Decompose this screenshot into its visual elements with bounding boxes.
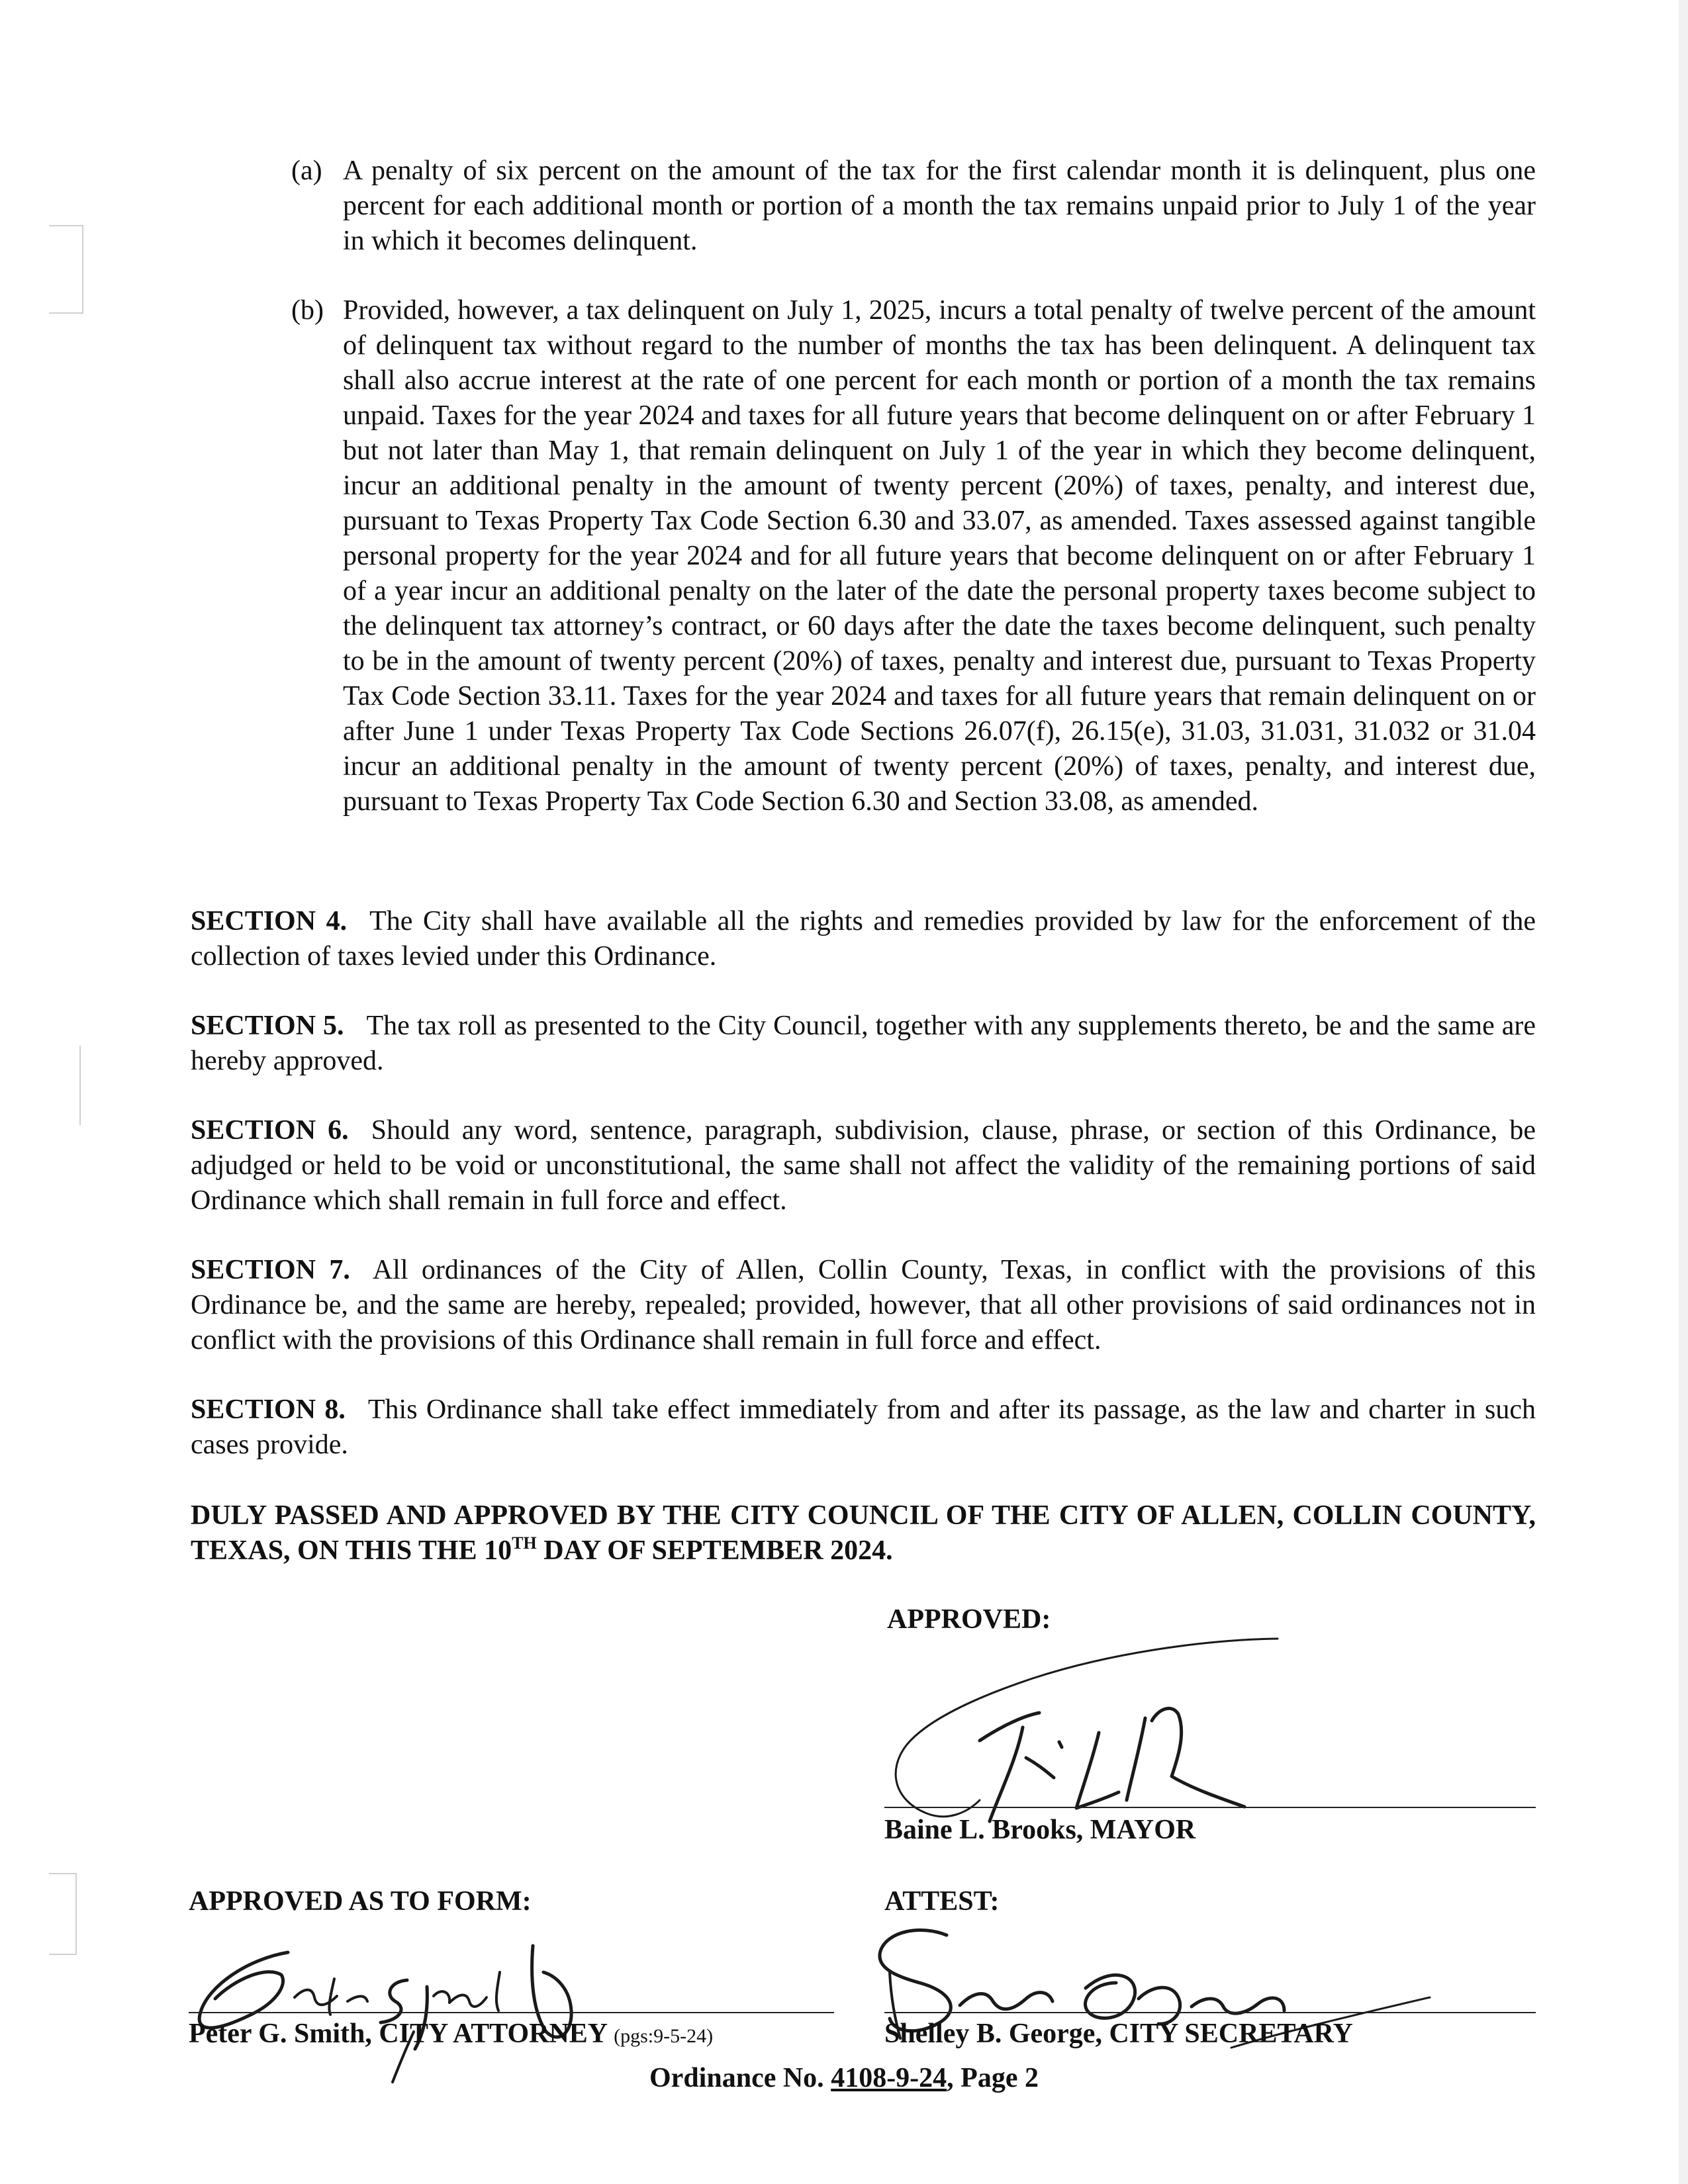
penalty-item-a [291, 154, 1536, 259]
mayor-signature-line [884, 1807, 1536, 1808]
ordinance-number: 4108-9-24 [831, 2063, 947, 2093]
scan-bracket-mark [49, 225, 83, 314]
section-8 [191, 1392, 1536, 1463]
secretary-signature-line [884, 2012, 1536, 2013]
penalty-item-b [291, 293, 1536, 819]
section-text: All ordinances of the City of Allen, Collin County, Texas, in conflict with the provisions of this Ordinance be, and the same are hereby, repealed; provided, however, that all other provisions of said ordinances not in conflict with the provisions of this Ordinance shall remain in full force and effect. [191, 1255, 1536, 1355]
approved-as-to-form-heading: APPROVED AS TO FORM: [189, 1886, 532, 1917]
footer-suffix: , Page 2 [947, 2063, 1039, 2093]
attest-heading: ATTEST: [884, 1886, 1000, 1917]
page-footer [0, 2062, 1688, 2095]
section-heading: SECTION 6. [191, 1115, 349, 1146]
item-label: (a) [291, 156, 322, 186]
item-text: Provided, however, a tax delinquent on July 1, 2025, incurs a total penalty of twelve percent of the amount of delinquent tax without regard to the number of months the tax has been delinquent. A delinquent tax shall also accrue interest at the rate of one percent for each month or portion of a month the tax remains unpaid. Taxes for the year 2024 and taxes for all future years that become delinquent on or after February 1 but not later than May 1, that remain delinquent on July 1 of the year in which they become delinquent, incur an additional penalty in the amount of twenty percent (20%) of taxes, penalty, and interest due, pursuant to Texas Property Tax Code Section 6.30 and 33.07, as amended. Taxes assessed against tangible personal property for the year 2024 and for all future years that become delinquent on or after February 1 of a year incur an additional penalty on the later of the date the personal property taxes become subject to the delinquent tax attorney’s contract, or 60 days after the date the taxes become delinquent, such penalty to be in the amount of twenty percent (20%) of taxes, penalty and interest due, pursuant to Texas Property Tax Code Section 33.11. Taxes for the year 2024 and taxes for all future years that remain delinquent on or after June 1 under Texas Property Tax Code Sections 26.07(f), 26.15(e), 31.03, 31.031, 31.032 or 31.04 incur an additional penalty in the amount of twenty percent (20%) of taxes, penalty, and interest due, pursuant to Texas Property Tax Code Section 6.30 and Section 33.08, as amended. [343, 295, 1536, 817]
passed-text: DULY PASSED AND APPROVED BY THE CITY COUNCIL OF THE CITY OF ALLEN, COLLIN COUNTY, TEXAS, ON THIS THE 10 [191, 1500, 1536, 1566]
secretary-name: Shelley B. George, CITY SECRETARY [884, 2019, 1353, 2049]
item-text: A penalty of six percent on the amount of the tax for the first calendar month it is delinquent, plus one percent for each additional month or portion of a month the tax remains unpaid prior to July 1 of the year in which it becomes delinquent. [343, 156, 1536, 256]
secretary-signature [861, 1919, 1443, 2078]
mayor-name: Baine L. Brooks, MAYOR [884, 1815, 1196, 1845]
item-label: (b) [291, 295, 324, 326]
attorney-name-line [189, 2017, 713, 2053]
passed-date-text: DAY OF SEPTEMBER 2024. [536, 1535, 893, 1566]
section-6 [191, 1113, 1536, 1218]
scan-line-mark [79, 1046, 81, 1125]
section-7 [191, 1253, 1536, 1358]
section-text: The tax roll as presented to the City Council, together with any supplements thereto, be and the same are hereby approved. [191, 1011, 1536, 1076]
section-heading: SECTION 5. [191, 1011, 344, 1041]
footer-prefix: Ordinance No. [649, 2063, 831, 2093]
mayor-signature [880, 1635, 1291, 1833]
scan-bracket-mark [49, 1873, 77, 1955]
section-heading: SECTION 7. [191, 1255, 350, 1285]
section-heading: SECTION 8. [191, 1394, 346, 1425]
section-4 [191, 904, 1536, 974]
passed-ordinal-suffix: TH [512, 1533, 537, 1553]
attorney-name: Peter G. Smith, CITY ATTORNEY [189, 2019, 607, 2049]
approved-heading: APPROVED: [887, 1604, 1051, 1635]
attorney-note: (pgs:9-5-24) [614, 2025, 714, 2047]
section-heading: SECTION 4. [191, 906, 348, 936]
section-5 [191, 1009, 1536, 1079]
scan-page-edge [1679, 0, 1688, 2184]
passed-and-approved-statement [191, 1498, 1536, 1569]
section-text: This Ordinance shall take effect immediately from and after its passage, as the law and charter in such cases provide. [191, 1394, 1536, 1460]
section-text: The City shall have available all the rights and remedies provided by law for the enforcement of the collection of taxes levied under this Ordinance. [191, 906, 1536, 972]
section-text: Should any word, sentence, paragraph, subdivision, clause, phrase, or section of this Ordinance, be adjudged or held to be void or unconstitutional, the same shall not affect the validity of the remaining portions of said Ordinance which shall remain in full force and effect. [191, 1115, 1536, 1216]
attorney-signature-line [189, 2012, 834, 2013]
